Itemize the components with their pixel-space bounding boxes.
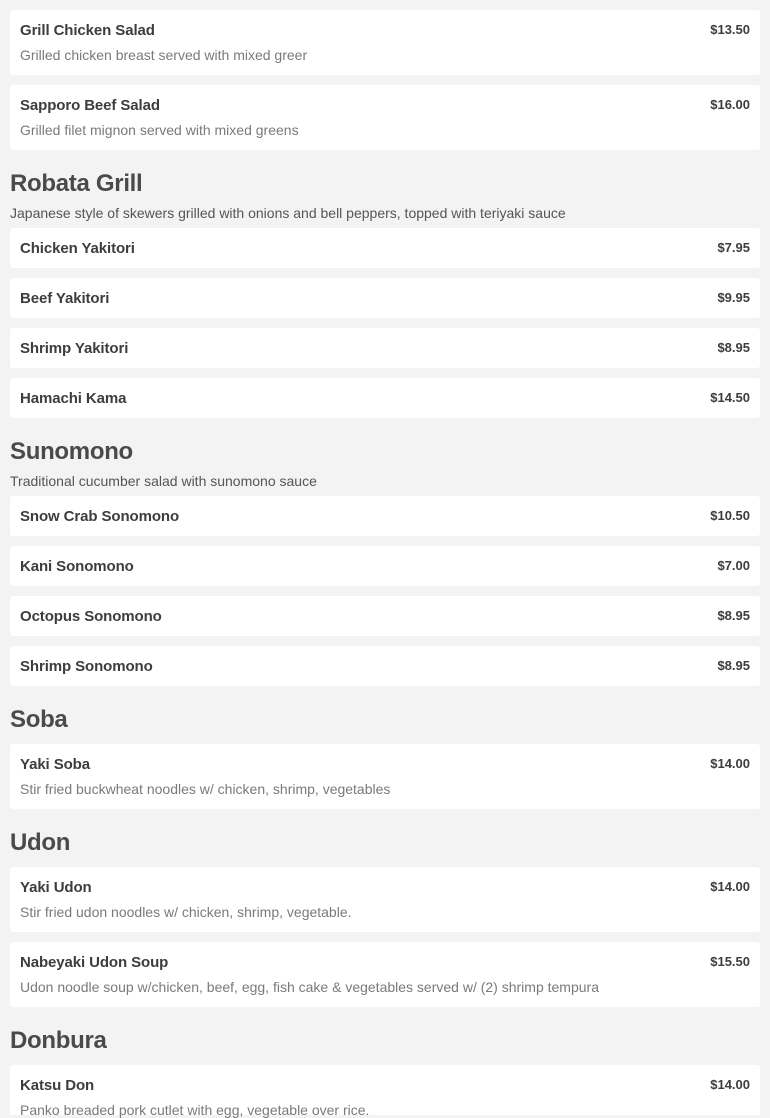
section-description-sunomono: Traditional cucumber salad with sunomono sauce [10, 473, 317, 489]
menu-item-beef-yakitori[interactable] [10, 278, 760, 318]
item-name: Katsu Don [20, 1077, 95, 1094]
menu-item-sapporo-beef-salad[interactable] [10, 85, 760, 150]
menu-item-chicken-yakitori[interactable] [10, 228, 760, 268]
item-name: Sapporo Beef Salad [20, 97, 160, 114]
item-description: Grilled filet mignon served with mixed greens [20, 122, 299, 138]
item-price: $14.00 [710, 879, 750, 894]
menu-item-nabeyaki-udon-soup[interactable] [10, 942, 760, 1007]
item-name: Hamachi Kama [20, 390, 127, 407]
item-price: $8.95 [717, 608, 750, 623]
menu-item-kani-sonomono[interactable] [10, 546, 760, 586]
item-price: $8.95 [717, 658, 750, 673]
item-price: $14.50 [710, 390, 750, 405]
item-price: $10.50 [710, 508, 750, 523]
item-price: $16.00 [710, 97, 750, 112]
section-title-donbura: Donbura [10, 1027, 107, 1054]
menu-item-shrimp-sonomono[interactable] [10, 646, 760, 686]
menu-item-hamachi-kama[interactable] [10, 378, 760, 418]
item-description: Grilled chicken breast served with mixed greer [20, 47, 308, 63]
item-name: Yaki Udon [20, 879, 92, 896]
item-price: $14.00 [710, 756, 750, 771]
item-name: Yaki Soba [20, 756, 90, 773]
section-description-robata-grill: Japanese style of skewers grilled with onions and bell peppers, topped with teriyaki sauce [10, 205, 566, 221]
item-description: Panko breaded pork cutlet with egg, vegetable over rice. [20, 1102, 370, 1118]
item-name: Grill Chicken Salad [20, 22, 155, 39]
item-price: $15.50 [710, 954, 750, 969]
item-name: Shrimp Sonomono [20, 658, 153, 675]
menu-item-katsu-don[interactable] [10, 1065, 760, 1118]
item-description: Udon noodle soup w/chicken, beef, egg, fish cake & vegetables served w/ (2) shrimp tempura [20, 979, 599, 995]
item-description: Stir fried udon noodles w/ chicken, shrimp, vegetable. [20, 904, 352, 920]
menu-item-yaki-udon[interactable] [10, 867, 760, 932]
item-name: Shrimp Yakitori [20, 340, 129, 357]
menu-item-snow-crab-sonomono[interactable] [10, 496, 760, 536]
item-price: $9.95 [717, 290, 750, 305]
menu-item-octopus-sonomono[interactable] [10, 596, 760, 636]
item-name: Snow Crab Sonomono [20, 508, 180, 525]
item-price: $7.95 [717, 240, 750, 255]
menu-item-grill-chicken-salad[interactable] [10, 10, 760, 75]
section-title-sunomono: Sunomono [10, 438, 133, 465]
item-price: $13.50 [710, 22, 750, 37]
item-name: Octopus Sonomono [20, 608, 162, 625]
item-price: $7.00 [717, 558, 750, 573]
menu-item-shrimp-yakitori[interactable] [10, 328, 760, 368]
section-title-soba: Soba [10, 706, 68, 733]
item-price: $14.00 [710, 1077, 750, 1092]
section-title-robata-grill: Robata Grill [10, 170, 143, 197]
item-name: Beef Yakitori [20, 290, 110, 307]
item-name: Nabeyaki Udon Soup [20, 954, 169, 971]
menu-item-yaki-soba[interactable] [10, 744, 760, 809]
item-price: $8.95 [717, 340, 750, 355]
item-description: Stir fried buckwheat noodles w/ chicken, shrimp, vegetables [20, 781, 391, 797]
item-name: Chicken Yakitori [20, 240, 135, 257]
item-name: Kani Sonomono [20, 558, 134, 575]
section-title-udon: Udon [10, 829, 71, 856]
